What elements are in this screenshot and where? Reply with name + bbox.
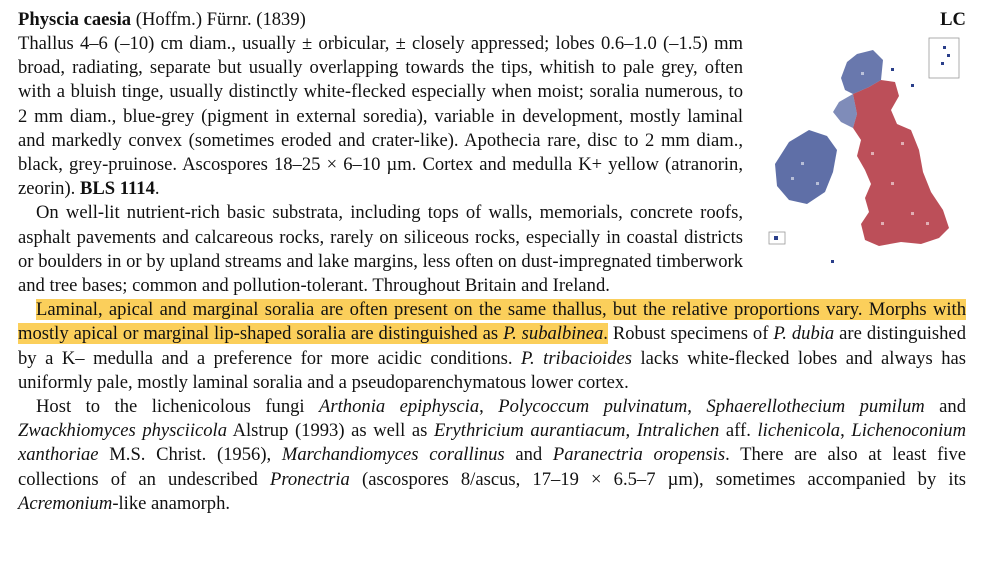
species-authority: (Hoffm.) Fürnr. (1839) (131, 9, 306, 30)
text-hosts-f3: Sphaerellothecium pumilum (706, 396, 925, 418)
text-hosts-h10: and (504, 444, 553, 466)
taxon-dubia: P. dubia (773, 323, 835, 345)
conservation-status: LC (940, 9, 966, 30)
text-hosts-h4: and (924, 396, 967, 418)
text-hosts-f10: Paranectria oropensis (552, 444, 726, 466)
text-hosts-f2: Polycoccum pulvinatum (498, 396, 688, 418)
text-hosts-f4: Zwackhiomyces physciicola (18, 420, 228, 442)
text-hosts-f5: Erythricium aurantiacum (433, 420, 626, 442)
text-hosts-f11: Pronectria (269, 468, 350, 490)
text-hosts-h2: , (479, 396, 499, 418)
text-hosts-f1: Arthonia epiphyscia (319, 396, 480, 418)
taxon-tribacioides: P. tribacioides (521, 347, 632, 369)
species-name: Physcia caesia (18, 9, 132, 30)
notes-paragraph (18, 298, 966, 395)
bls-reference: BLS 1114 (79, 178, 155, 200)
text-hosts-f9: Marchandiomyces corallinus (281, 444, 505, 466)
highlighted-taxon: P. subalbinea (503, 323, 604, 345)
text-hosts-h7: aff. (719, 420, 758, 442)
text-hosts-f12: Acremonium (18, 492, 113, 514)
highlighted-note: Laminal, apical and marginal soralia are often present on the same thallus, but the relative proportions vary. Morphs with mostly apical or marginal lip-shaped soralia are distinguished as (18, 299, 966, 345)
text-hosts-h1: Host to the lichenicolous fungi (36, 396, 320, 418)
text-hosts-h11: . There are also at least five collections of an undescribed (18, 444, 966, 490)
text-hosts-f6: Intralichen (636, 420, 720, 442)
highlighted-end: . (603, 323, 608, 345)
text-hosts-h6: , (625, 420, 637, 442)
hosts-paragraph (18, 395, 966, 516)
text-hosts-h12: (ascospores 8/ascus, 17–19 × 6.5–7 µm), sometimes accompanied by its (349, 468, 966, 490)
description-end: . (154, 178, 160, 200)
distribution-map (761, 32, 966, 272)
text-hosts-h3: , (687, 396, 707, 418)
description-text: Thallus 4–6 (–10) cm diam., usually ± orbicular, ± closely appressed; lobes 0.6–1.0 (–1.5) mm broad, radiating, separate but usually overlapping towards the tips, whitish to pale grey, often with a bluish tinge, usually distinctly white-flecked especially when moist; soralia numerous, to 2 mm diam., blue-grey (pigment in external soredia), variable in development, mostly laminal and markedly convex (sometimes eroded and crater-like). Apothecia rare, disc to 2 mm diam., black, grey-pruinose. Ascospores 18–25 × 6–10 µm. Cortex and medulla K+ yellow (atranorin, zeorin). (18, 33, 743, 200)
account-body (18, 32, 966, 516)
notes-text-2: are distinguished by a K– medulla and a preference for more acidic conditions. (18, 323, 966, 369)
species-account (18, 8, 966, 516)
text-hosts-f7: lichenicola (757, 420, 841, 442)
text-hosts-f8: Lichenoconium xanthoriae (18, 420, 966, 466)
notes-text-1: Robust specimens of (607, 323, 774, 345)
text-hosts-h9: M.S. Christ. (1956), (98, 444, 282, 466)
title-line (18, 8, 966, 32)
text-hosts-h5: Alstrup (1993) as well as (227, 420, 434, 442)
text-hosts-h8: , (840, 420, 852, 442)
text-hosts-h13: -like anamorph. (112, 492, 231, 514)
notes-text-3: lacks white-flecked lobes and always has uniformly pale, mostly laminal soralia and a pseudoparenchymatous lower cortex. (18, 347, 966, 393)
habitat-text: On well-lit nutrient-rich basic substrata, including tops of walls, memorials, concrete roofs, asphalt pavements and calcareous rocks, rarely on siliceous rocks, especially in coastal districts or boulders in or by upland streams and lake margins, less often on dust-impregnated timberwork and tree bases; common and pollution-tolerant. Throughout Britain and Ireland. (18, 202, 743, 297)
